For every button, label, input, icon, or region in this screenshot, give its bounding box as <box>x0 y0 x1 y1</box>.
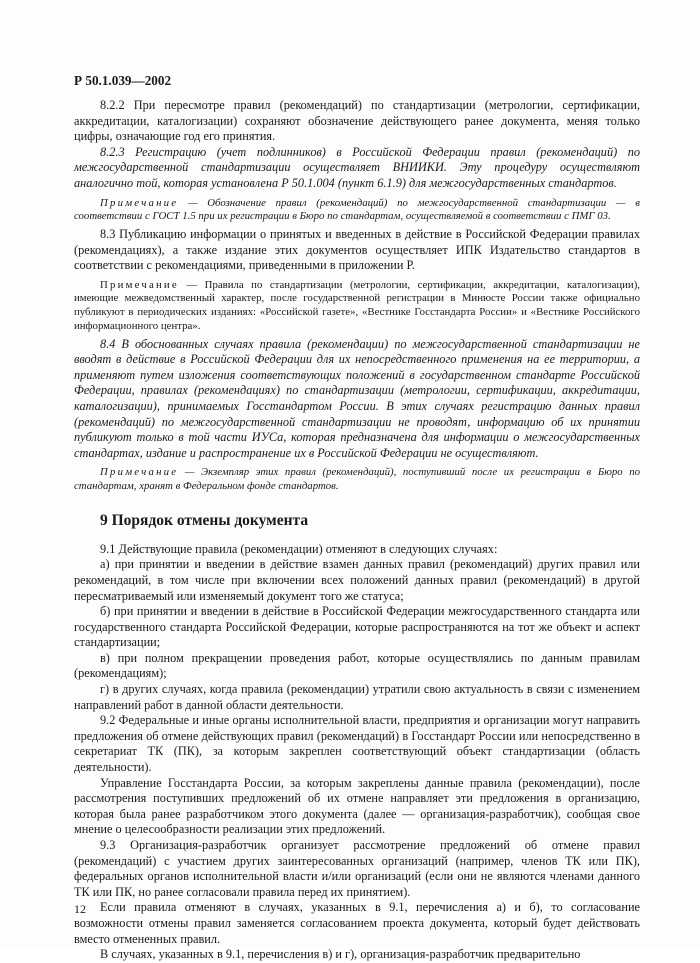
paragraph-8-2-2: 8.2.2 При пересмотре правил (рекомендаций) по стандартизации (метрологии, сертификации, аккредитации, каталогизации) сохраняют обозначение действующего ранее документа, меняя только цифры, означающие год его принятия. <box>74 98 640 144</box>
list-item-9-1-b: б) при принятии и введении в действие в Российской Федерации межгосударственного стандарта или государственного стандарта Российской Федерации, которые распространяются на тот же объект и аспект стандартизации; <box>74 604 640 650</box>
document-code-header: Р 50.1.039—2002 <box>74 73 172 88</box>
paragraph-9-3-b: Если правила отменяют в случаях, указанных в 9.1, перечисления а) и б), то согласование возможности отмены правил заменяется согласованием проекта документа, который будет действовать вместо отмененных правил. <box>74 900 640 946</box>
note-text: — Обозначение правил (рекомендаций) по межгосударственной стандартизации — в соответствии с ГОСТ 1.5 при их регистрации в Бюро по стандартам, осуществляемой в соответствии с ПМГ 03. <box>74 196 640 223</box>
page-number: 12 <box>74 902 86 916</box>
note-label: Примечание <box>100 466 179 479</box>
list-item-9-1-a: а) при принятии и введении в действие взамен данных правил (рекомендаций) других правил или рекомендаций, в том числе при включении всех положений данных правил (рекомендаций) в другой пересматриваемый или изменяемый документ того же статуса; <box>74 557 640 603</box>
paragraph-9-2-b: Управление Госстандарта России, за которым закреплены данные правила (рекомендации), после рассмотрения поступивших предложений об их отмене направляет эти предложения в организацию, которая была ранее разработчиком этого документа (далее — организация-разработчик), сообщая свое мнение о целесообразности реализации этих предложений. <box>74 775 640 837</box>
note-text: — Экземпляр этих правил (рекомендаций), поступивший после их регистрации в Бюро по стандартам, хранят в Федеральном фонде стандартов. <box>74 466 640 493</box>
note-text: — Правила по стандартизации (метрологии, сертификации, аккредитации, каталогизации), имеющие межведомственный характер, после государственной регистрации в Минюсте России также официально публикуют в периодических изданиях: «Российской газете», «Вестнике Госстандарта России» и «Вестнике Российского информационного центра». <box>74 278 640 332</box>
note-2 <box>74 279 640 334</box>
note-label: Примечание <box>100 278 179 291</box>
paragraph-8-2-3: 8.2.3 Регистрацию (учет подлинников) в Российской Федерации правил (рекомендаций) по межгосударственной стандартизации осуществляет ВНИИКИ. Эту процедуру осуществляют аналогично той, которая установлена Р 50.1.004 (пункт 6.1.9) для межгосударственных стандартов. <box>74 144 640 190</box>
list-item-9-1-v: в) при полном прекращении проведения работ, которые осуществлялись по данным правилам (рекомендациям); <box>74 650 640 681</box>
section-9-heading: 9 Порядок отмены документа <box>100 511 309 529</box>
note-1 <box>74 197 640 224</box>
paragraph-9-3: 9.3 Организация-разработчик организует рассмотрение предложений об отмене правил (рекомендаций) с участием других заинтересованных организаций (например, членов ТК или ПК), федеральных органов исполнительной власти и/или организаций (если они не являются членами данного ТК или ПК, но ранее согласовали правила перед их принятием). <box>74 838 640 899</box>
paragraph-9-3-c: В случаях, указанных в 9.1, перечисления в) и г), организация-разработчик предварительно <box>100 947 581 962</box>
paragraph-8-4: 8.4 В обоснованных случаях правила (рекомендации) по межгосударственной стандартизации не вводят в действие в Российской Федерации для их непосредственного применения на ее территории, а применяют путем изложения соответствующих положений в государственном стандарте Российской Федерации, правилах (рекомендациях) по стандартизации (метрологии, сертификации, аккредитации, каталогизации), принимаемых Госстандартом России. В этих случаях регистрацию данных правил (рекомендаций) по межгосударственной стандартизации не проводят, информацию об их принятии публикуют только в той части ИУСа, которая предназначена для информации о межгосударственных стандартах, издание и распространение их в Российской Федерации не осуществляют. <box>74 336 640 460</box>
paragraph-9-2: 9.2 Федеральные и иные органы исполнительной власти, предприятия и организации могут направить предложения об отмене действующих правил (рекомендаций) в Госстандарт России или непосредственно в секретариат ТК (ПК), за которым закреплен соответствующий объект стандартизации (область деятельности). <box>74 713 640 775</box>
paragraph-8-3: 8.3 Публикацию информации о принятых и введенных в действие в Российской Федерации правилах (рекомендациях), а также издание этих документов осуществляет ИПК Издательство стандартов в соответствии с рекомендациями, приведенными в приложении Р. <box>74 226 640 273</box>
paragraph-9-1: 9.1 Действующие правила (рекомендации) отменяют в следующих случаях: <box>100 541 498 556</box>
list-item-9-1-g: г) в других случаях, когда правила (рекомендации) утратили свою актуальность в связи с изменением направлений работ в данной области деятельности. <box>74 682 640 712</box>
note-3 <box>74 466 640 493</box>
document-body <box>74 98 640 963</box>
note-label: Примечание <box>100 196 179 209</box>
